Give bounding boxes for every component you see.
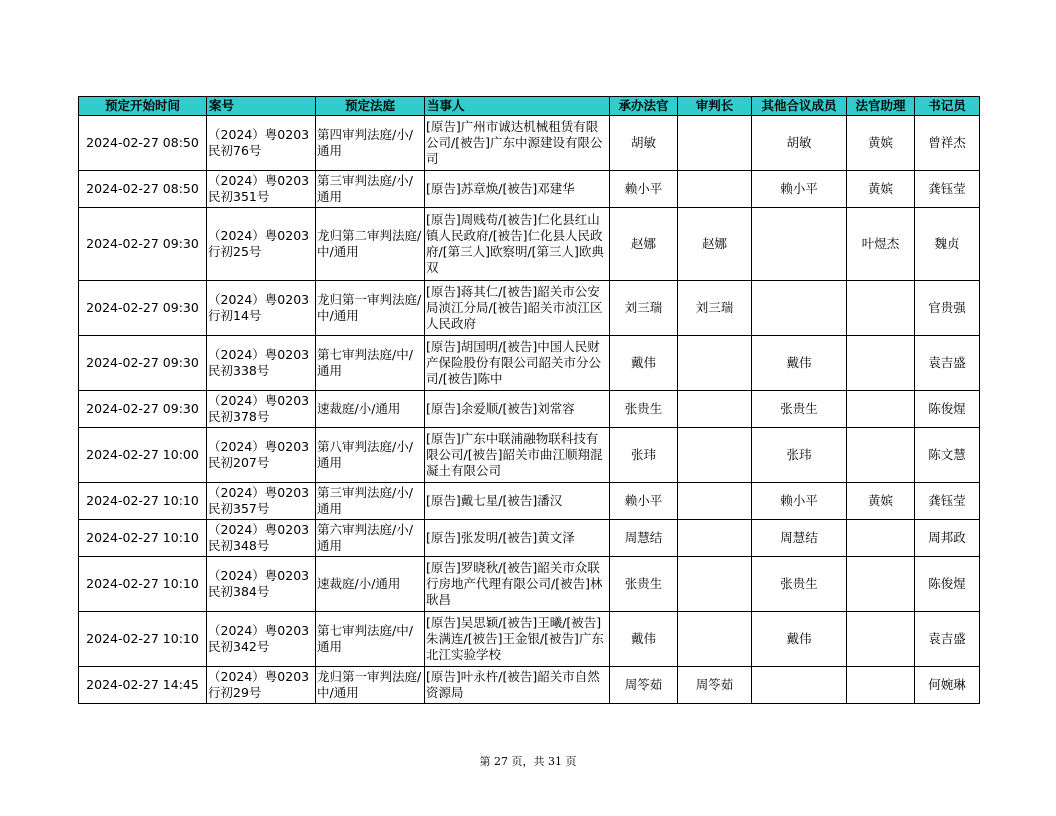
cell-presiding-judge: 赖小平 — [610, 483, 678, 520]
cell-parties: [原告]胡国明/[被告]中国人民财产保险股份有限公司韶关市分公司/[被告]陈中 — [425, 336, 610, 391]
cell-other-members: 赖小平 — [752, 483, 847, 520]
table-row — [79, 612, 980, 667]
cell-judge-assistant — [847, 428, 915, 483]
cell-other-members: 赖小平 — [752, 171, 847, 208]
cell-judge-assistant: 叶煜杰 — [847, 208, 915, 281]
header-courtroom: 预定法庭 — [316, 97, 425, 116]
schedule-table — [78, 96, 980, 704]
cell-parties: [原告]广东中联浦融物联科技有限公司/[被告]韶关市曲江顺翔混凝土有限公司 — [425, 428, 610, 483]
cell-courtroom: 速裁庭/小/通用 — [316, 391, 425, 428]
header-parties: 当事人 — [425, 97, 610, 116]
cell-courtroom: 第八审判法庭/小/通用 — [316, 428, 425, 483]
cell-start-time: 2024-02-27 10:00 — [79, 428, 207, 483]
cell-start-time: 2024-02-27 14:45 — [79, 667, 207, 704]
cell-courtroom: 龙归第一审判法庭/中/通用 — [316, 281, 425, 336]
cell-chief-judge — [678, 520, 752, 557]
cell-case-number: （2024）粤0203民初351号 — [207, 171, 316, 208]
table-row — [79, 667, 980, 704]
cell-judge-assistant — [847, 667, 915, 704]
cell-clerk: 陈文慧 — [915, 428, 980, 483]
cell-parties: [原告]周贱苟/[被告]仁化县红山镇人民政府/[被告]仁化县人民政府/[第三人]欧察明/[第三人]欧典双 — [425, 208, 610, 281]
cell-parties: [原告]张发明/[被告]黄文泽 — [425, 520, 610, 557]
cell-parties: [原告]蒋其仁/[被告]韶关市公安局浈江分局/[被告]韶关市浈江区人民政府 — [425, 281, 610, 336]
cell-presiding-judge: 赖小平 — [610, 171, 678, 208]
cell-parties: [原告]余爱顺/[被告]刘常容 — [425, 391, 610, 428]
cell-other-members: 周慧结 — [752, 520, 847, 557]
cell-clerk: 官贵强 — [915, 281, 980, 336]
cell-case-number: （2024）粤0203民初357号 — [207, 483, 316, 520]
cell-courtroom: 速裁庭/小/通用 — [316, 557, 425, 612]
cell-presiding-judge: 赵娜 — [610, 208, 678, 281]
table-row — [79, 557, 980, 612]
cell-case-number: （2024）粤0203民初342号 — [207, 612, 316, 667]
cell-clerk: 周邦政 — [915, 520, 980, 557]
cell-case-number: （2024）粤0203民初348号 — [207, 520, 316, 557]
header-other-members: 其他合议成员 — [752, 97, 847, 116]
cell-case-number: （2024）粤0203民初76号 — [207, 116, 316, 171]
cell-courtroom: 第四审判法庭/小/通用 — [316, 116, 425, 171]
cell-judge-assistant — [847, 520, 915, 557]
cell-judge-assistant — [847, 557, 915, 612]
cell-chief-judge — [678, 428, 752, 483]
cell-courtroom: 第七审判法庭/中/通用 — [316, 612, 425, 667]
cell-chief-judge: 周笭茹 — [678, 667, 752, 704]
cell-judge-assistant — [847, 281, 915, 336]
cell-courtroom: 第六审判法庭/小/通用 — [316, 520, 425, 557]
header-clerk: 书记员 — [915, 97, 980, 116]
table-row — [79, 336, 980, 391]
cell-judge-assistant: 黄嫔 — [847, 116, 915, 171]
cell-chief-judge — [678, 557, 752, 612]
cell-other-members: 张玮 — [752, 428, 847, 483]
cell-parties: [原告]叶永杵/[被告]韶关市自然资源局 — [425, 667, 610, 704]
header-presiding-judge: 承办法官 — [610, 97, 678, 116]
cell-other-members: 张贵生 — [752, 391, 847, 428]
cell-judge-assistant — [847, 336, 915, 391]
cell-chief-judge: 刘三瑞 — [678, 281, 752, 336]
cell-case-number: （2024）粤0203民初384号 — [207, 557, 316, 612]
cell-judge-assistant — [847, 391, 915, 428]
cell-presiding-judge: 周慧结 — [610, 520, 678, 557]
cell-clerk: 龚钰莹 — [915, 171, 980, 208]
cell-presiding-judge: 张玮 — [610, 428, 678, 483]
cell-courtroom: 龙归第二审判法庭/中/通用 — [316, 208, 425, 281]
cell-presiding-judge: 戴伟 — [610, 612, 678, 667]
cell-courtroom: 第七审判法庭/中/通用 — [316, 336, 425, 391]
cell-other-members — [752, 208, 847, 281]
cell-chief-judge — [678, 171, 752, 208]
cell-chief-judge — [678, 483, 752, 520]
cell-judge-assistant: 黄嫔 — [847, 171, 915, 208]
cell-case-number: （2024）粤0203民初378号 — [207, 391, 316, 428]
cell-chief-judge — [678, 116, 752, 171]
header-judge-assistant: 法官助理 — [847, 97, 915, 116]
table-row — [79, 391, 980, 428]
cell-start-time: 2024-02-27 09:30 — [79, 336, 207, 391]
cell-clerk: 魏贞 — [915, 208, 980, 281]
cell-parties: [原告]苏章焕/[被告]邓建华 — [425, 171, 610, 208]
header-chief-judge: 审判长 — [678, 97, 752, 116]
cell-other-members: 戴伟 — [752, 336, 847, 391]
cell-clerk: 陈俊煋 — [915, 557, 980, 612]
page-number-footer: 第 27 页，共 31 页 — [479, 755, 577, 768]
cell-chief-judge — [678, 612, 752, 667]
cell-presiding-judge: 刘三瑞 — [610, 281, 678, 336]
cell-case-number: （2024）粤0203行初14号 — [207, 281, 316, 336]
cell-other-members: 张贵生 — [752, 557, 847, 612]
cell-presiding-judge: 张贵生 — [610, 391, 678, 428]
cell-other-members: 戴伟 — [752, 612, 847, 667]
cell-chief-judge — [678, 336, 752, 391]
cell-start-time: 2024-02-27 09:30 — [79, 208, 207, 281]
cell-parties: [原告]吴思颖/[被告]王曦/[被告]朱满连/[被告]王金银/[被告]广东北江实验学校 — [425, 612, 610, 667]
cell-start-time: 2024-02-27 10:10 — [79, 612, 207, 667]
header-row — [79, 97, 980, 116]
cell-other-members: 胡敏 — [752, 116, 847, 171]
header-case-number: 案号 — [207, 97, 316, 116]
cell-start-time: 2024-02-27 08:50 — [79, 116, 207, 171]
table-body — [79, 116, 980, 704]
table-row — [79, 208, 980, 281]
cell-start-time: 2024-02-27 10:10 — [79, 483, 207, 520]
cell-start-time: 2024-02-27 09:30 — [79, 281, 207, 336]
cell-chief-judge — [678, 391, 752, 428]
cell-presiding-judge: 张贵生 — [610, 557, 678, 612]
cell-clerk: 曾祥杰 — [915, 116, 980, 171]
cell-other-members — [752, 281, 847, 336]
cell-case-number: （2024）粤0203民初207号 — [207, 428, 316, 483]
cell-start-time: 2024-02-27 10:10 — [79, 557, 207, 612]
cell-judge-assistant — [847, 612, 915, 667]
cell-clerk: 袁吉盛 — [915, 336, 980, 391]
cell-start-time: 2024-02-27 10:10 — [79, 520, 207, 557]
cell-case-number: （2024）粤0203行初25号 — [207, 208, 316, 281]
table-row — [79, 520, 980, 557]
table-row — [79, 281, 980, 336]
table-row — [79, 428, 980, 483]
cell-other-members — [752, 667, 847, 704]
cell-presiding-judge: 戴伟 — [610, 336, 678, 391]
table-row — [79, 116, 980, 171]
cell-presiding-judge: 胡敏 — [610, 116, 678, 171]
cell-start-time: 2024-02-27 08:50 — [79, 171, 207, 208]
cell-parties: [原告]戴七星/[被告]潘汉 — [425, 483, 610, 520]
cell-clerk: 袁吉盛 — [915, 612, 980, 667]
cell-case-number: （2024）粤0203民初338号 — [207, 336, 316, 391]
header-start-time: 预定开始时间 — [79, 97, 207, 116]
cell-presiding-judge: 周笭茹 — [610, 667, 678, 704]
cell-clerk: 陈俊煋 — [915, 391, 980, 428]
cell-parties: [原告]广州市诚达机械租赁有限公司/[被告]广东中源建设有限公司 — [425, 116, 610, 171]
cell-case-number: （2024）粤0203行初29号 — [207, 667, 316, 704]
table-row — [79, 171, 980, 208]
cell-clerk: 龚钰莹 — [915, 483, 980, 520]
table-row — [79, 483, 980, 520]
cell-chief-judge: 赵娜 — [678, 208, 752, 281]
cell-start-time: 2024-02-27 09:30 — [79, 391, 207, 428]
cell-courtroom: 第三审判法庭/小/通用 — [316, 483, 425, 520]
cell-parties: [原告]罗晓秋/[被告]韶关市众联行房地产代理有限公司/[被告]林耿昌 — [425, 557, 610, 612]
cell-judge-assistant: 黄嫔 — [847, 483, 915, 520]
cell-clerk: 何婉琳 — [915, 667, 980, 704]
cell-courtroom: 龙归第一审判法庭/中/通用 — [316, 667, 425, 704]
cell-courtroom: 第三审判法庭/小/通用 — [316, 171, 425, 208]
